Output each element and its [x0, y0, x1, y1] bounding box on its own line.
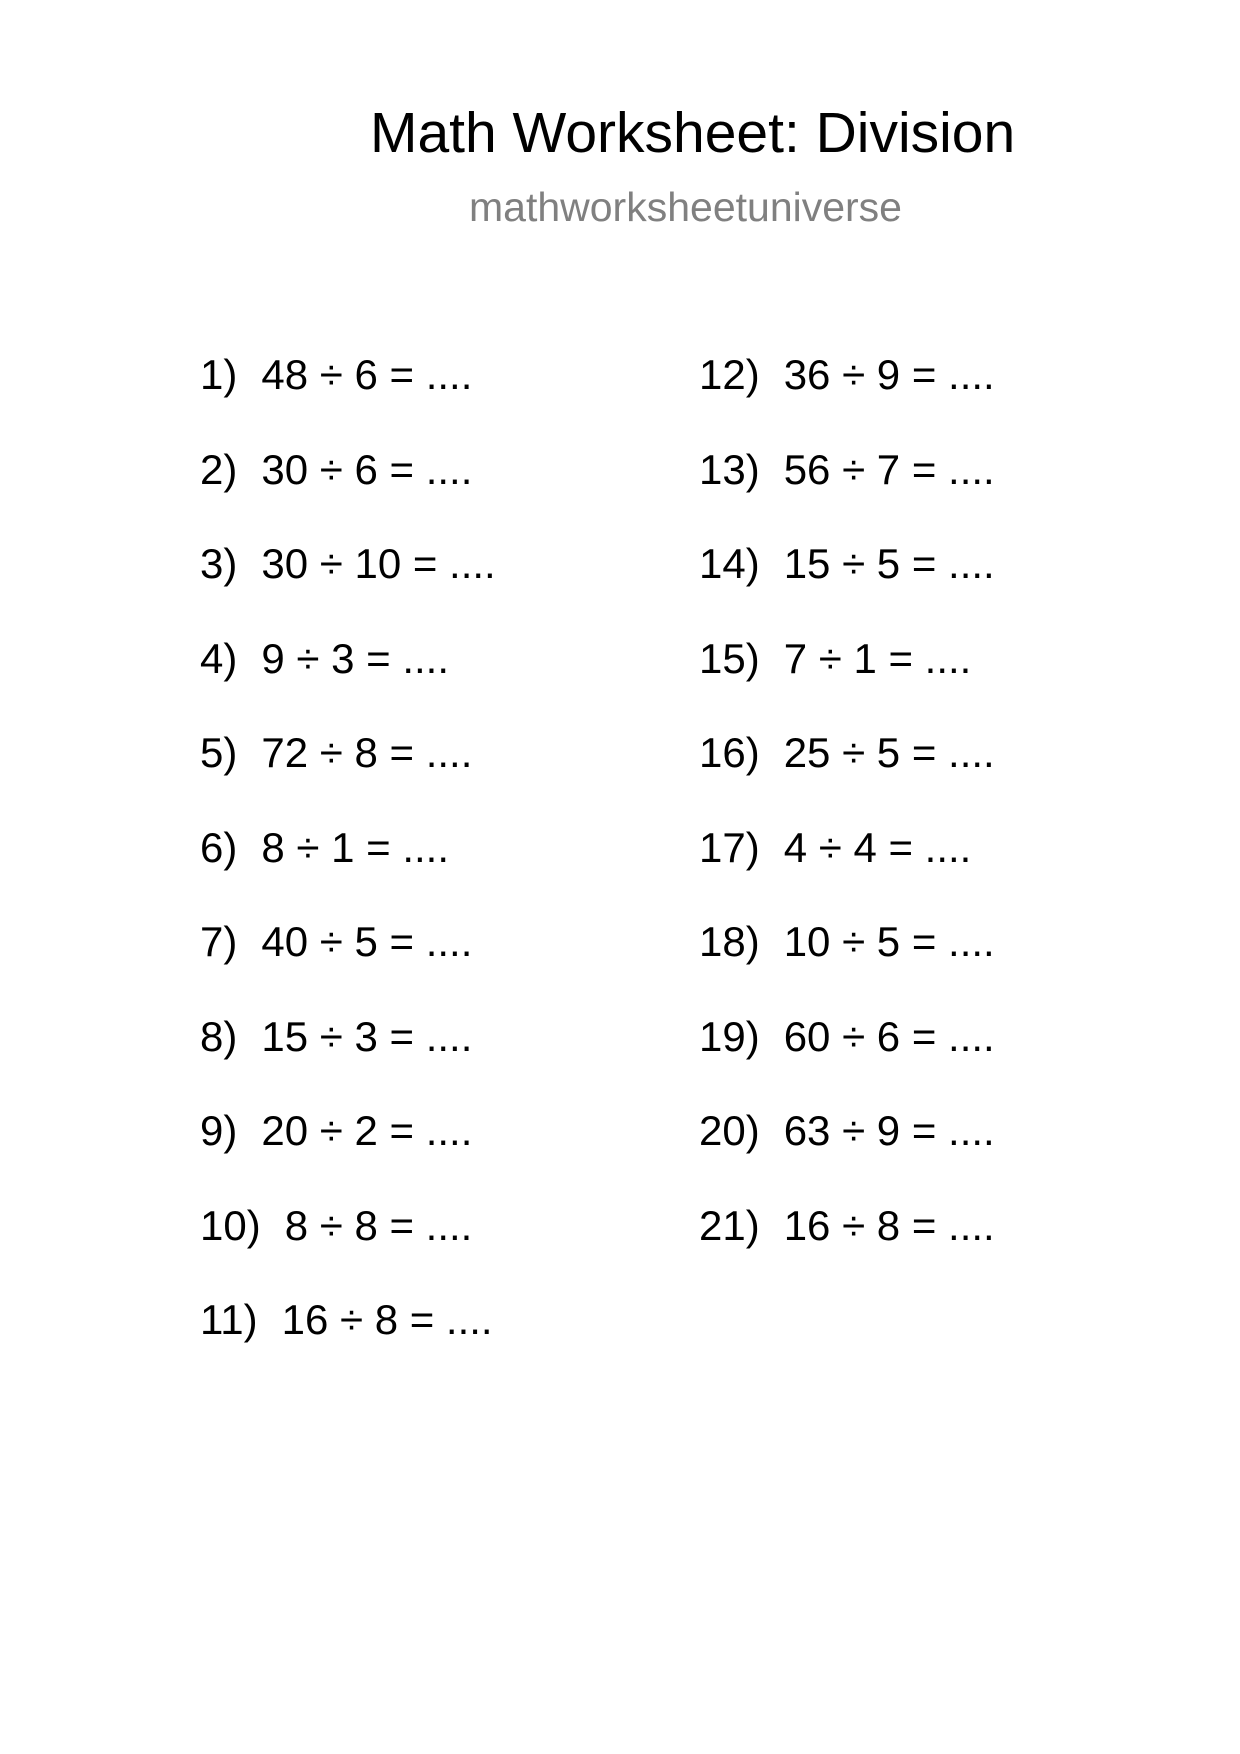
problem-number: 10) [200, 1201, 261, 1249]
page-subtitle: mathworksheetuniverse [469, 184, 902, 230]
problem-item [699, 822, 995, 917]
problem-number: 5) [200, 729, 238, 776]
problem-expression: 30 ÷ 10 = .... [261, 540, 496, 587]
problem-number: 12) [699, 351, 760, 398]
problem-item [699, 1200, 995, 1295]
problem-number: 6) [200, 823, 238, 871]
page-title: Math Worksheet: Division [370, 101, 1016, 165]
problem-expression: 7 ÷ 1 = .... [783, 634, 972, 682]
problem-item [699, 349, 995, 444]
problem-item [200, 822, 496, 917]
problem-expression: 8 ÷ 8 = .... [284, 1201, 473, 1249]
problem-number: 19) [699, 1012, 760, 1060]
problem-item [200, 1011, 496, 1106]
problem-number: 20) [699, 1107, 760, 1154]
problem-number: 7) [200, 918, 238, 965]
problem-item [699, 727, 995, 822]
problem-item [200, 444, 496, 539]
problem-expression: 40 ÷ 5 = .... [261, 918, 473, 965]
problem-column-left [200, 349, 496, 1389]
problem-number: 15) [699, 634, 760, 682]
problem-expression: 48 ÷ 6 = .... [261, 351, 473, 398]
problem-item [699, 1011, 995, 1106]
problem-expression: 56 ÷ 7 = .... [783, 445, 995, 493]
problem-number: 4) [200, 634, 238, 682]
problem-number: 13) [699, 445, 760, 493]
problem-number: 16) [699, 729, 760, 776]
problem-expression: 36 ÷ 9 = .... [783, 351, 995, 398]
problem-number: 2) [200, 445, 238, 493]
problem-expression: 4 ÷ 4 = .... [783, 823, 972, 871]
problem-expression: 20 ÷ 2 = .... [261, 1107, 473, 1154]
problem-item [200, 1105, 496, 1200]
problem-item [699, 633, 995, 728]
problem-expression: 16 ÷ 8 = .... [783, 1201, 995, 1249]
problem-expression: 30 ÷ 6 = .... [261, 445, 473, 493]
problem-item [200, 349, 496, 444]
problem-expression: 15 ÷ 3 = .... [261, 1012, 473, 1060]
problem-item [699, 538, 995, 633]
problem-item [699, 916, 995, 1011]
problem-column-right [699, 349, 995, 1294]
problem-item [200, 538, 496, 633]
problem-item [200, 916, 496, 1011]
problem-number: 9) [200, 1107, 238, 1154]
problem-item [200, 727, 496, 822]
problem-number: 3) [200, 540, 238, 587]
problem-number: 17) [699, 823, 760, 871]
problem-number: 8) [200, 1012, 238, 1060]
problem-expression: 63 ÷ 9 = .... [783, 1107, 995, 1154]
problem-expression: 8 ÷ 1 = .... [261, 823, 450, 871]
problem-expression: 9 ÷ 3 = .... [261, 634, 450, 682]
problem-expression: 16 ÷ 8 = .... [281, 1296, 493, 1343]
problem-expression: 15 ÷ 5 = .... [783, 540, 995, 587]
problem-expression: 10 ÷ 5 = .... [783, 918, 995, 965]
problem-expression: 60 ÷ 6 = .... [783, 1012, 995, 1060]
problem-number: 18) [699, 918, 760, 965]
problem-expression: 25 ÷ 5 = .... [783, 729, 995, 776]
problem-number: 11) [200, 1296, 258, 1343]
problem-item [200, 633, 496, 728]
problem-number: 21) [699, 1201, 760, 1249]
problem-item [200, 1200, 496, 1295]
problem-expression: 72 ÷ 8 = .... [261, 729, 473, 776]
problem-item [200, 1294, 496, 1389]
problem-number: 1) [200, 351, 238, 398]
problem-item [699, 444, 995, 539]
problem-item [699, 1105, 995, 1200]
problem-number: 14) [699, 540, 760, 587]
